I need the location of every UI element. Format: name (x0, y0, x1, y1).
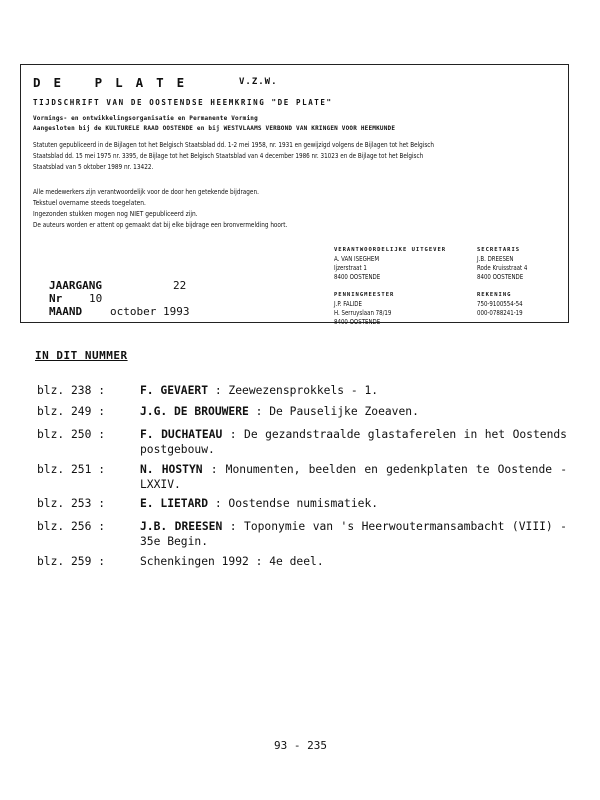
jaargang-value: 22 (173, 279, 187, 292)
statutes-line: Staatsblad van 5 oktober 1989 nr. 13422. (33, 162, 154, 171)
page-reference: blz. 259 : (37, 555, 106, 568)
article-title: : Oostendse numismatiek. (214, 497, 379, 510)
author-name: F. DUCHATEAU (140, 428, 223, 441)
notice-line: Tekstuel overname steeds toegelaten. (33, 198, 146, 207)
author-name: E. LIETARD (140, 497, 209, 510)
secretary-title: SECRETARIS (477, 247, 521, 253)
secretary-name: J.B. DREESEN (477, 255, 514, 263)
account-number: 000-0788241-19 (477, 309, 523, 317)
page-reference: blz. 256 : (37, 520, 106, 533)
maand-label: MAAND (49, 305, 83, 318)
page-reference: blz. 250 : (37, 428, 106, 441)
maand-value: october 1993 (110, 305, 190, 318)
notice-line: Ingezonden stukken mogen nog NIET gepubliceerd zijn. (33, 209, 198, 218)
article-title: : Zeewezensprokkels - 1. (214, 384, 379, 397)
organisation-line: Vormings- en ontwikkelingsorganisatie en Permanente Vorming (33, 115, 258, 122)
publisher-street: Ijzerstraat 1 (334, 264, 367, 272)
treasurer-street: H. Serruyslaan 78/19 (334, 309, 392, 317)
page-reference: blz. 253 : (37, 497, 106, 510)
affiliation-line: Aangesloten bij de KULTURELE RAAD OOSTENDE en bij WESTVLAAMS VERBOND VAN KRINGEN VOOR HEEMKUNDE (33, 125, 396, 132)
page-number: 93 - 235 (274, 739, 327, 752)
jaargang-label: JAARGANG (49, 279, 102, 292)
publisher-city: 8400 OOSTENDE (334, 273, 381, 281)
author-name: J.G. DE BROUWERE (140, 405, 249, 418)
author-name: F. GEVAERT (140, 384, 209, 397)
notice-line: De auteurs worden er attent op gemaakt dat bij elke bijdrage een bronvermelding hoort. (33, 220, 288, 229)
author-name: J.B. DREESEN (140, 520, 223, 533)
page-reference: blz. 249 : (37, 405, 106, 418)
treasurer-name: J.P. FALIDE (334, 300, 362, 308)
nr-label: Nr (49, 292, 63, 305)
legal-form: V.Z.W. (239, 77, 278, 87)
page-reference: blz. 238 : (37, 384, 106, 397)
secretary-city: 8400 OOSTENDE (477, 273, 524, 281)
article-title: Schenkingen 1992 : 4e deel. (140, 555, 324, 568)
page-reference: blz. 251 : (37, 463, 106, 476)
account-title: REKENING (477, 292, 512, 298)
contents-heading: IN DIT NUMMER (35, 349, 128, 362)
article-title: : Toponymie van 's Heerwoutermansambacht (VIII) - 35e Begin. (140, 520, 567, 548)
treasurer-city: 8400 OOSTENDE (334, 318, 381, 326)
article-title: : De Pauselijke Zoeaven. (255, 405, 419, 418)
article-title: : De gezandstraalde glastaferelen in het Oostends postgebouw. (140, 428, 567, 456)
publisher-name: A. VAN ISEGHEM (334, 255, 380, 263)
statutes-line: Staatsblad dd. 15 mei 1975 nr. 3395, de Bijlage tot het Belgisch Staatsblad van 4 december 1986 nr. 31023 en de Bijlage tot het Belgisch (33, 151, 424, 160)
masthead-logo: DE PLATE (33, 75, 198, 90)
article-title: : Monumenten, beelden en gedenkplaten te Oostende - LXXIV. (140, 463, 567, 491)
treasurer-title: PENNINGMEESTER (334, 292, 395, 298)
masthead-box (20, 64, 569, 326)
nr-value: 10 (89, 292, 103, 305)
author-name: N. HOSTYN (140, 463, 203, 476)
masthead-subtitle: TIJDSCHRIFT VAN DE OOSTENDSE HEEMKRING "DE PLATE" (33, 98, 333, 107)
account-number: 750-9100554-54 (477, 300, 523, 308)
notice-line: Alle medewerkers zijn verantwoordelijk voor de door hen getekende bijdragen. (33, 187, 259, 196)
publisher-title: VERANTWOORDELIJKE UITGEVER (334, 247, 447, 253)
secretary-street: Rode Kruisstraat 4 (477, 264, 528, 272)
statutes-line: Statuten gepubliceerd in de Bijlagen tot het Belgisch Staatsblad dd. 1-2 mei 1958, nr. 1931 en gewijzigd volgens de Bijlagen tot het Belgisch (33, 140, 435, 149)
